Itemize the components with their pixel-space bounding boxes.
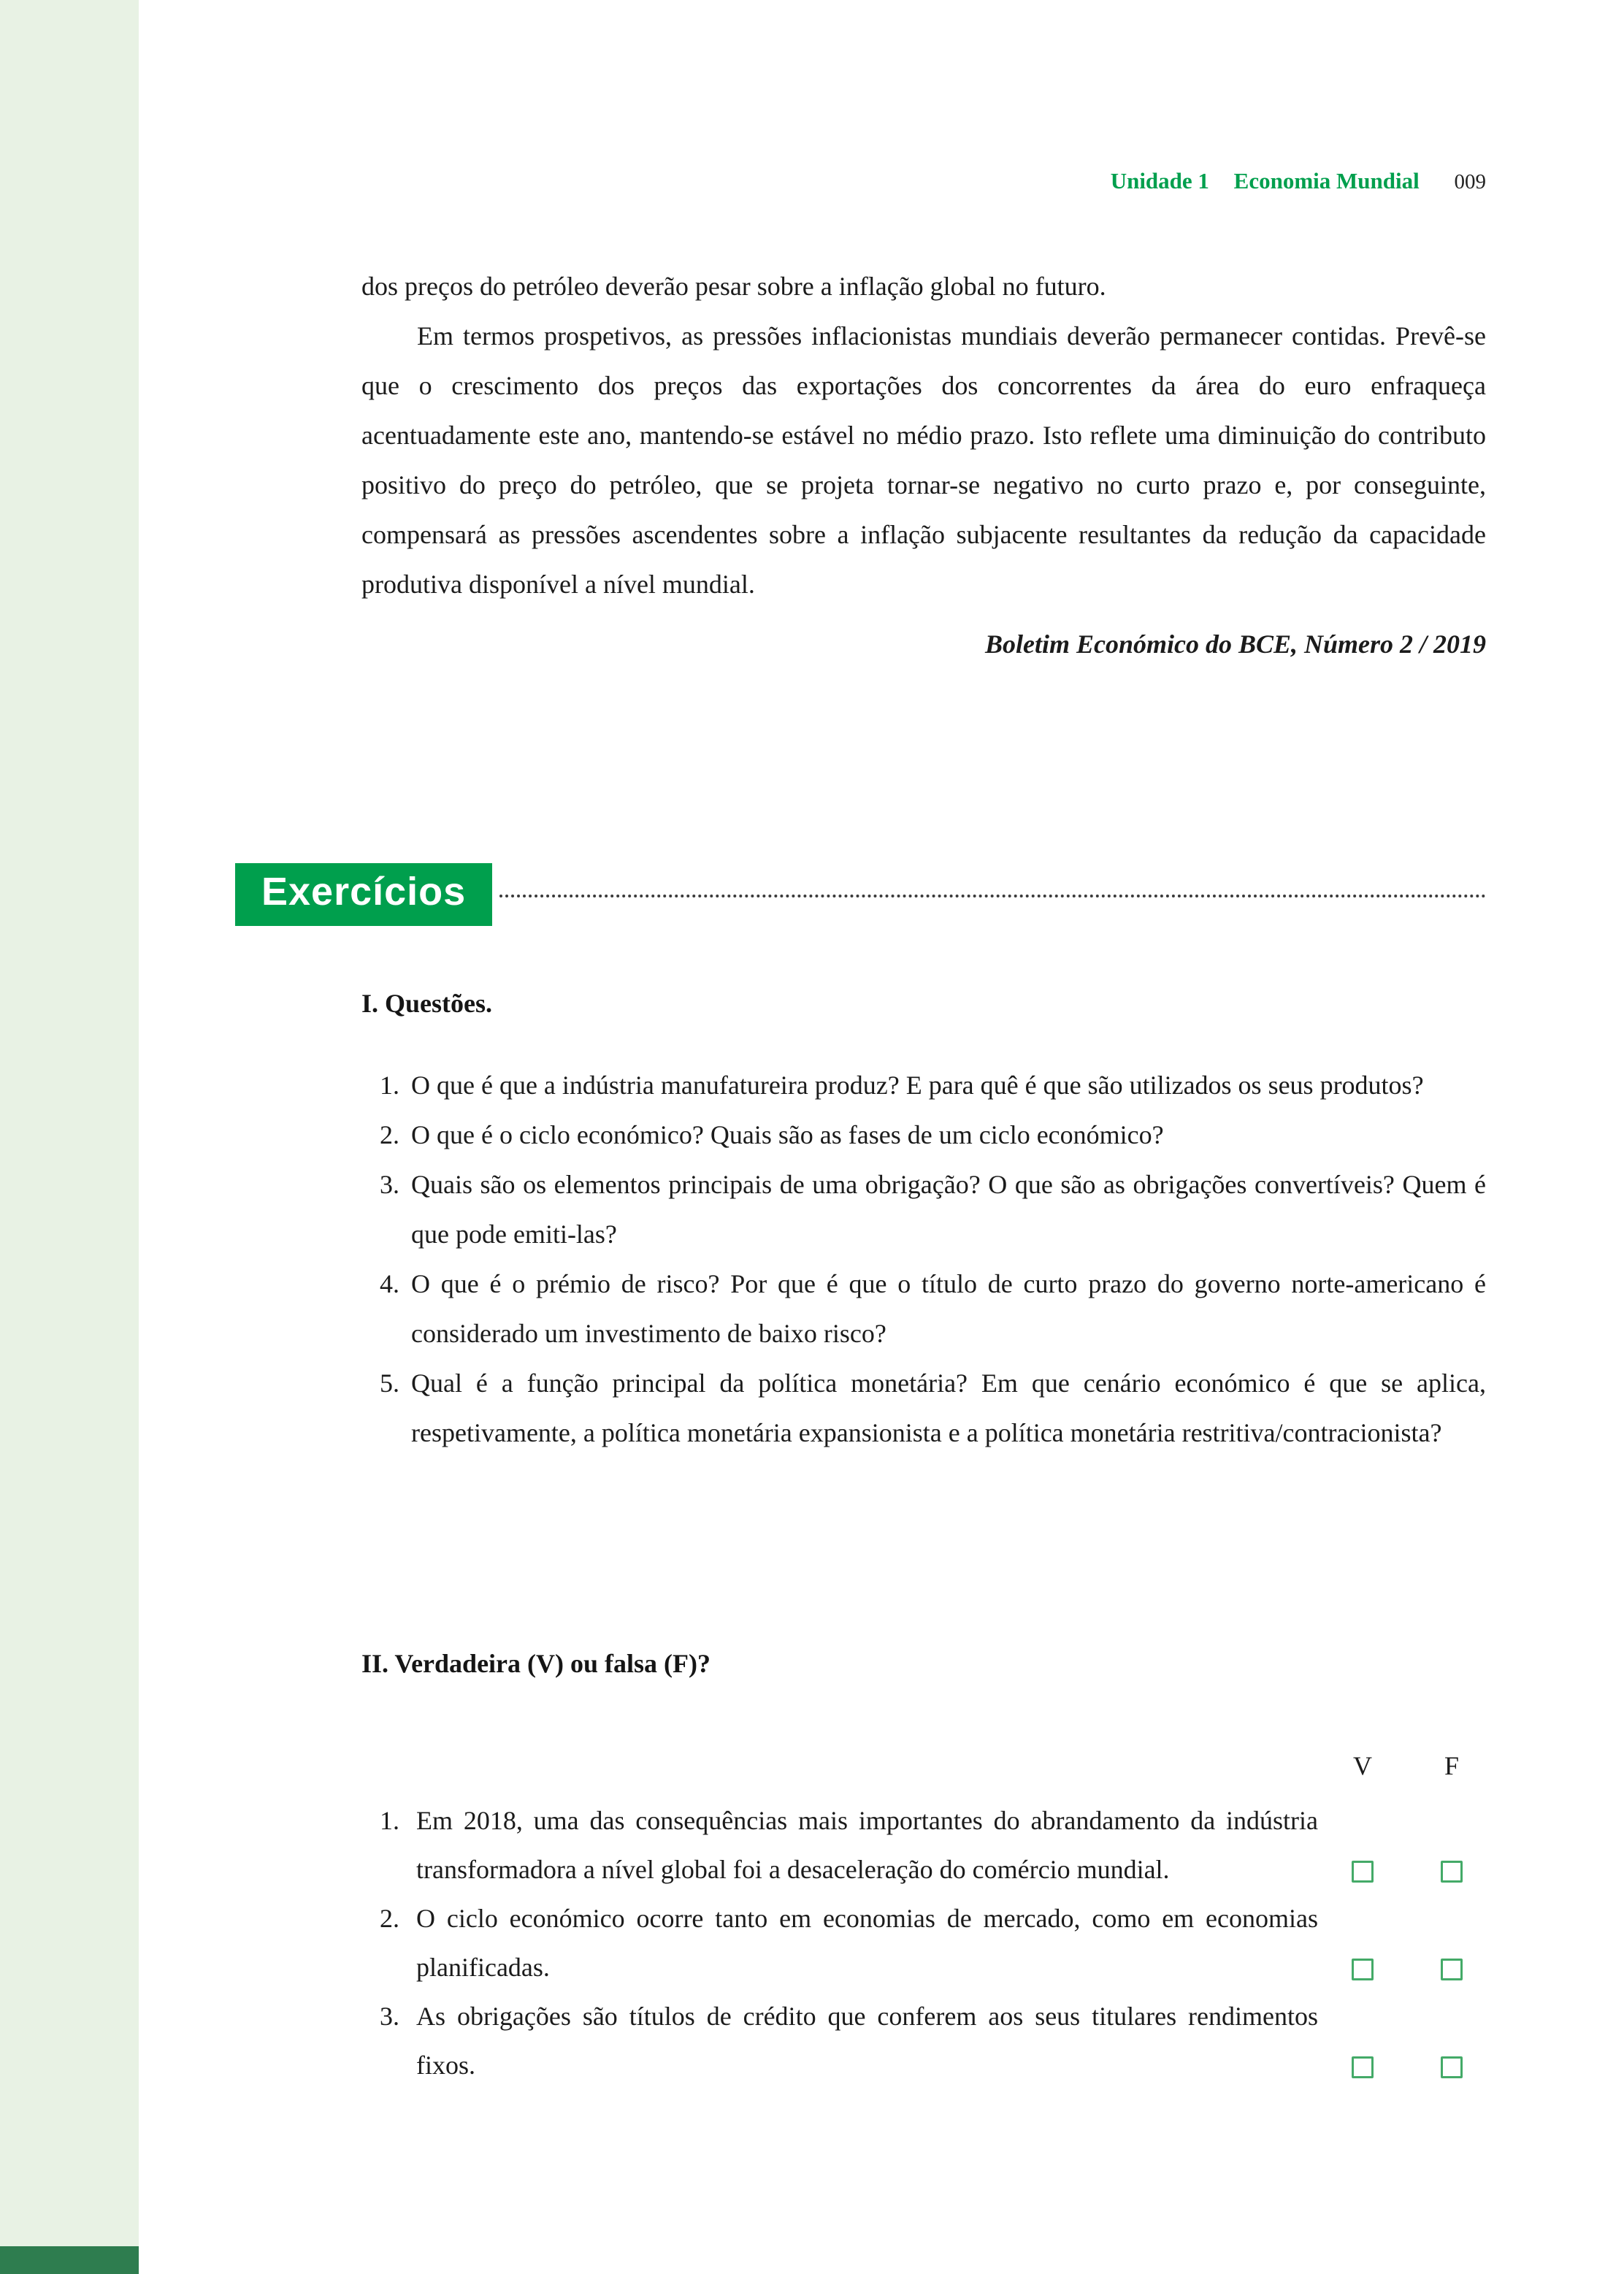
question-text: O que é o ciclo económico? Quais são as fases de um ciclo económico? (411, 1120, 1164, 1149)
question-number: 2. (380, 1120, 399, 1149)
column-header-true: V (1353, 1751, 1372, 1780)
question-number: 4. (380, 1269, 399, 1298)
question-item (361, 1060, 1486, 1110)
vf-column-headers (361, 1750, 1486, 1782)
unit-label: Unidade 1 (1110, 168, 1209, 194)
checkbox-true[interactable] (1352, 1861, 1374, 1883)
question-item (361, 1110, 1486, 1160)
statement-row (361, 1992, 1486, 2090)
statement-false-cell (1407, 1861, 1496, 1894)
source-attribution: Boletim Económico do BCE, Número 2 / 2019 (984, 629, 1486, 659)
question-number: 5. (380, 1368, 399, 1398)
intro-text-block (361, 261, 1486, 669)
page-number: 009 (1454, 170, 1486, 194)
statement-false-cell (1407, 1959, 1496, 1992)
true-false-section (361, 1647, 1486, 2090)
question-item (361, 1160, 1486, 1259)
statement-text: Em 2018, uma das consequências mais importantes do abrandamento da indústria transformadora a nível global foi a desaceleração do comércio mundial. (416, 1806, 1318, 1884)
checkbox-false[interactable] (1441, 1861, 1463, 1883)
statement-true-cell (1318, 1959, 1407, 1992)
statement-row (361, 1796, 1486, 1894)
statement-text: As obrigações são títulos de crédito que conferem aos seus titulares rendimentos fixos. (416, 2002, 1318, 2080)
dotted-rule (499, 863, 1486, 897)
checkbox-true[interactable] (1352, 1959, 1374, 1980)
true-false-section-title: II. Verdadeira (V) ou falsa (F)? (361, 1649, 710, 1678)
statement-true-cell (1318, 1861, 1407, 1894)
intro-paragraph-1: dos preços do petróleo deverão pesar sobre a inflação global no futuro. (361, 272, 1106, 301)
statement-number: 2. (380, 1904, 399, 1933)
question-number: 1. (380, 1071, 399, 1100)
statement-main (361, 1796, 1318, 1894)
question-item (361, 1259, 1486, 1358)
statement-false-cell (1407, 2056, 1496, 2090)
exercises-banner (235, 863, 492, 926)
left-margin-strip (0, 0, 139, 2274)
statements-list (361, 1796, 1486, 2090)
statement-true-cell (1318, 2056, 1407, 2090)
checkbox-false[interactable] (1441, 1959, 1463, 1980)
exercises-banner-row (235, 863, 1486, 926)
statement-text: O ciclo económico ocorre tanto em economias de mercado, como em economias planificadas. (416, 1904, 1318, 1982)
vf-header-spacer (361, 1750, 1318, 1782)
questions-section-title: I. Questões. (361, 989, 492, 1018)
statement-number: 3. (380, 2002, 399, 2031)
statement-main (361, 1894, 1318, 1992)
question-number: 3. (380, 1170, 399, 1199)
question-text: Quais são os elementos principais de uma obrigação? O que são as obrigações convertíveis? Quem é que pode emiti-las? (411, 1170, 1486, 1249)
statement-number: 1. (380, 1806, 399, 1835)
exercises-banner-label: Exercícios (261, 870, 467, 914)
question-text: Qual é a função principal da política monetária? Em que cenário económico é que se aplica, respetivamente, a política monetária expansionista e a política monetária restritiva/contracionista? (411, 1368, 1486, 1447)
section-label: Economia Mundial (1233, 168, 1420, 194)
questions-list (361, 1060, 1486, 1458)
question-item (361, 1358, 1486, 1458)
checkbox-true[interactable] (1352, 2056, 1374, 2078)
running-header (361, 166, 1486, 196)
checkbox-false[interactable] (1441, 2056, 1463, 2078)
statement-row (361, 1894, 1486, 1992)
question-text: O que é o prémio de risco? Por que é que o título de curto prazo do governo norte-americano é considerado um investimento de baixo risco? (411, 1269, 1486, 1348)
intro-paragraph-2: Em termos prospetivos, as pressões inflacionistas mundiais deverão permanecer contidas. Prevê-se que o crescimento dos preços das exportações dos concorrentes da área do euro enfraqueça acentuadamente este ano, mantendo-se estável no médio prazo. Isto reflete uma diminuição do contributo positivo do preço do petróleo, que se projeta tornar-se negativo no curto prazo e, por conseguinte, compensará as pressões ascendentes sobre a inflação subjacente resultantes da redução da capacidade produtiva disponível a nível mundial. (361, 321, 1486, 599)
statement-main (361, 1992, 1318, 2090)
left-strip-footer-block (0, 2246, 139, 2274)
questions-section (361, 987, 1486, 1458)
question-text: O que é que a indústria manufatureira produz? E para quê é que são utilizados os seus produtos? (411, 1071, 1424, 1100)
column-header-false: F (1444, 1751, 1460, 1780)
